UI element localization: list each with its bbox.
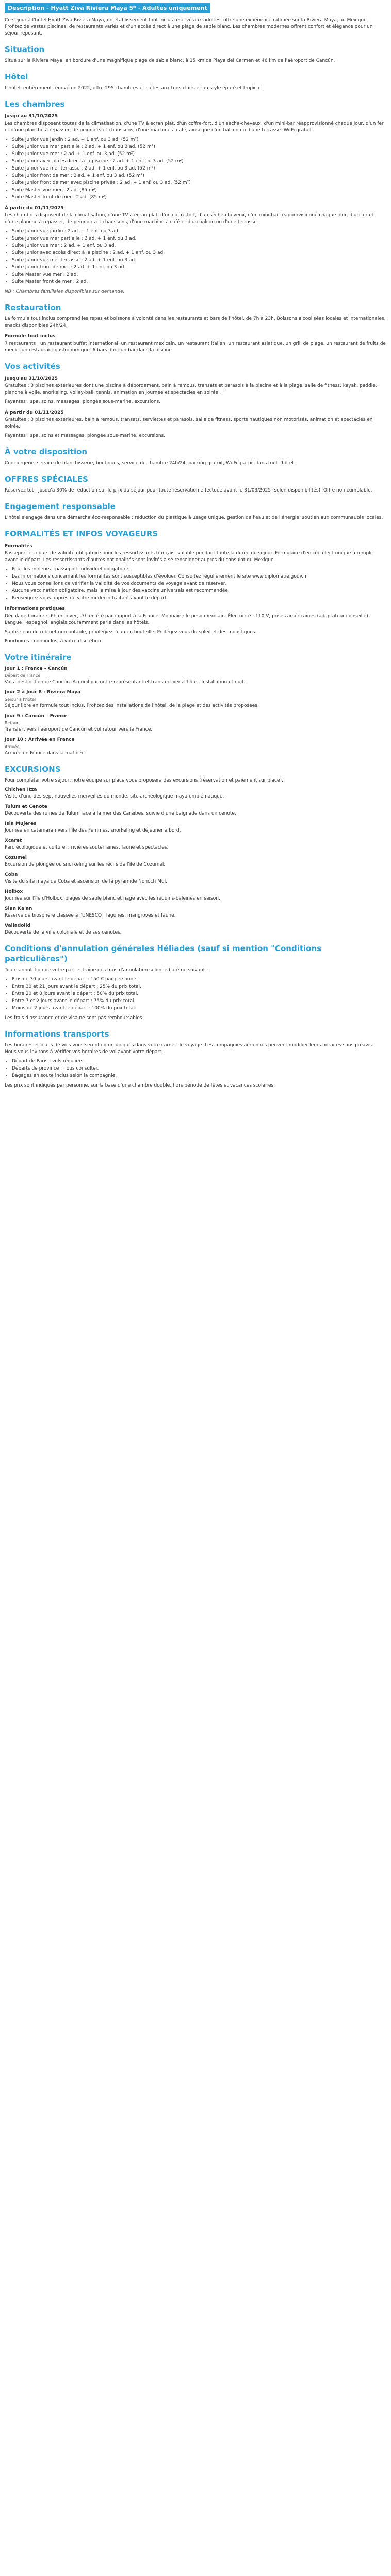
day-title: Jour 10 : Arrivée en France	[5, 737, 75, 742]
formalities-text: Passeport en cours de validité obligatoire pour les ressortissants français, valable pendant toute la durée du séjour. Formulaire d'entrée électronique à remplir avant le départ. Les ressortissants d'autres nationalités sont invités à se renseigner auprès du consulat du Mexique.	[5, 551, 373, 563]
practical-info-text-2: Santé : eau du robinet non potable, privilégiez l'eau en bouteille. Protégez-vous du soleil et des moustiques.	[5, 630, 257, 635]
excursion-item	[5, 804, 386, 817]
room-item: • Suite Junior front de mer : 2 ad. + 1 enf. ou 3 ad.	[12, 264, 386, 271]
excursion-item	[5, 838, 386, 851]
formalities-subheading: Formalités	[5, 544, 32, 549]
conditions-list	[5, 976, 386, 1012]
excursion-item	[5, 906, 386, 919]
engagement-text: L'hôtel s'engage dans une démarche éco-responsable : réduction du plastique à usage unique, gestion de l'eau et de l'énergie, soutien aux communautés locales.	[5, 515, 383, 520]
room-item: • Suite Junior vue mer terrasse : 2 ad. + 1 enf. ou 3 ad. (52 m²)	[12, 165, 386, 172]
offers-text: Réservez tôt : jusqu'à 30% de réduction sur le prix du séjour pour toute réservation effectuée avant le 31/03/2025 (selon disponibilités). Offre non cumulable.	[5, 488, 372, 493]
conditions-text-2: Les frais d'assurance et de visa ne sont pas remboursables.	[5, 1015, 144, 1021]
excursions-heading: EXCURSIONS	[5, 765, 61, 774]
practical-info-text-3: Pourboires : non inclus, à votre discrétion.	[5, 639, 103, 644]
excursion-text: Découverte de la ville coloniale et de ses cenotes.	[5, 930, 122, 935]
room-item: • Suite Master front de mer : 2 ad. (85 m²)	[12, 194, 386, 201]
page-title-banner: Description - Hyatt Ziva Riviera Maya 5* - Adultes uniquement	[5, 3, 210, 13]
itinerary-day	[5, 689, 386, 709]
rooms-list	[5, 137, 386, 201]
excursion-title: Coba	[5, 872, 18, 877]
room-item: • Suite Junior vue mer : 2 ad. + 1 enf. ou 3 ad.	[12, 243, 386, 249]
day-title: Jour 9 : Cancún – France	[5, 714, 68, 719]
formality-item: • Nous vous conseillons de vérifier la validité de vos documents de voyage avant de réserver.	[12, 581, 386, 587]
excursion-title: Sian Ka'an	[5, 906, 32, 911]
day-text: Séjour libre en formule tout inclus. Profitez des installations de l'hôtel, de la plage et des activités proposées.	[5, 703, 259, 708]
itinerary-heading: Votre itinéraire	[5, 653, 72, 662]
excursion-item	[5, 855, 386, 868]
day-text: Arrivée en France dans la matinée.	[5, 751, 86, 756]
transport-info-item: • Départ de Paris : vols réguliers.	[12, 1058, 386, 1065]
room-item: • Suite Junior vue mer terrasse : 2 ad. + 1 enf. ou 3 ad.	[12, 257, 386, 264]
rooms-subheading-2: À partir du 01/11/2025	[5, 206, 64, 211]
excursion-item	[5, 787, 386, 800]
transport-info-item: • Bagages en soute inclus selon la compagnie.	[12, 1073, 386, 1079]
excursion-text: Visite d'une des sept nouvelles merveilles du monde, site archéologique maya emblématique.	[5, 794, 224, 799]
itinerary-day	[5, 713, 386, 733]
excursion-title: Xcaret	[5, 838, 22, 843]
transport-info-item: • Départs de province : nous consulter.	[12, 1065, 386, 1072]
day-text: Transfert vers l'aéroport de Cancún et vol retour vers la France.	[5, 727, 153, 732]
excursion-text: Parc écologique et culturel : rivières souterraines, faune et spectacles.	[5, 845, 169, 850]
excursion-title: Holbox	[5, 889, 23, 894]
excursion-text: Visite du site maya de Coba et ascension de la pyramide Nohoch Mul.	[5, 879, 167, 884]
meals-text-2: 7 restaurants : un restaurant buffet international, un restaurant mexicain, un restaurant italien, un restaurant asiatique, un grill de plage, un restaurant de fruits de mer et un restaurant gastronomique. 6 bars dont un bar dans la piscine.	[5, 341, 386, 353]
rooms-intro: Les chambres disposent toutes de la climatisation, d'une TV à écran plat, d'un coffre-fort, d'un sèche-cheveux, d'un mini-bar réapprovisionné chaque jour, d'un fer et d'une planche à repasser, de peignoirs et chaussons, d'une machine à café, ainsi que d'un balcon ou d'une terrasse. Wi-Fi gratuit.	[5, 121, 384, 133]
excursion-item	[5, 923, 386, 936]
excursion-text: Journée en catamaran vers l'île des Femmes, snorkeling et déjeuner à bord.	[5, 828, 181, 833]
page-bottom-space	[5, 1092, 386, 1112]
room-item: • Suite Master vue mer : 2 ad.	[12, 272, 386, 278]
day-meta: Départ de France	[5, 673, 41, 678]
activities-subheading: Jusqu'au 31/10/2025	[5, 376, 58, 381]
excursion-text: Excursion de plongée ou snorkeling sur les récifs de l'île de Cozumel.	[5, 862, 166, 867]
rooms-subheading: Jusqu'au 31/10/2025	[5, 114, 58, 119]
engagement-heading: Engagement responsable	[5, 502, 116, 511]
rooms-list-2	[5, 228, 386, 285]
day-title: Jour 1 : France – Cancún	[5, 666, 68, 671]
day-meta: Retour	[5, 721, 19, 725]
excursion-title: Isla Mujeres	[5, 821, 37, 826]
excursion-title: Chichen Itza	[5, 787, 37, 792]
meals-text: La formule tout inclus comprend les repas et boissons à volonté dans les restaurants et bars de l'hôtel, de 7h à 23h. Boissons alcoolisées locales et internationales, snacks disponibles 24h/24.	[5, 316, 386, 328]
services-text: Conciergerie, service de blanchisserie, boutiques, service de chambre 24h/24, parking gratuit, Wi-Fi gratuit dans tout l'hôtel.	[5, 461, 295, 466]
room-item: • Suite Master vue mer : 2 ad. (85 m²)	[12, 187, 386, 194]
room-item: • Suite Junior front de mer : 2 ad. + 1 enf. ou 3 ad. (52 m²)	[12, 173, 386, 179]
itinerary-day	[5, 666, 386, 686]
situation-heading: Situation	[5, 45, 45, 54]
room-item: • Suite Junior vue mer partielle : 2 ad. + 1 enf. ou 3 ad.	[12, 235, 386, 242]
excursions-intro: Pour compléter votre séjour, notre équipe sur place vous proposera des excursions (réservation et paiement sur place).	[5, 778, 283, 783]
day-meta: Séjour à l'hôtel	[5, 697, 36, 702]
day-meta: Arrivée	[5, 744, 20, 749]
transport-info-heading: Informations transports	[5, 1029, 109, 1039]
condition-item: • Entre 20 et 8 jours avant le départ : 50% du prix total.	[12, 991, 386, 997]
excursion-text: Journée sur l'île d'Holbox, plages de sable blanc et nage avec les requins-baleines en saison.	[5, 896, 220, 901]
room-item: • Suite Master front de mer : 2 ad.	[12, 279, 386, 285]
offers-heading: OFFRES SPÉCIALES	[5, 474, 88, 484]
day-text: Vol à destination de Cancún. Accueil par notre représentant et transfert vers l'hôtel. Installation et nuit.	[5, 680, 246, 685]
practical-info-text: Décalage horaire : -6h en hiver, -7h en été par rapport à la France. Monnaie : le peso mexicain. Électricité : 110 V, prises américaines (adaptateur conseillé). Langue : espagnol, anglais couramment parlé dans les hôtels.	[5, 614, 370, 625]
excursion-item	[5, 872, 386, 885]
activities-text: Gratuites : 3 piscines extérieures dont une piscine à débordement, bain à remous, transats et parasols à la piscine et à la plage, salle de fitness, kayak, paddle, planche à voile, snorkeling, volley-ball, tennis, animation en journée et spectacles en soirée.	[5, 383, 377, 395]
formality-item: • Pour les mineurs : passeport individuel obligatoire.	[12, 566, 386, 573]
room-item: • Suite Junior vue jardin : 2 ad. + 1 enf. ou 3 ad. (52 m²)	[12, 137, 386, 143]
transport-info-text-2: Les prix sont indiqués par personne, sur la base d'une chambre double, hors période de fêtes et vacances scolaires.	[5, 1083, 275, 1088]
activities-subheading-2: À partir du 01/11/2025	[5, 410, 64, 415]
services-heading: À votre disposition	[5, 447, 88, 456]
day-title: Jour 2 à Jour 8 : Riviera Maya	[5, 690, 81, 695]
condition-item: • Entre 7 et 2 jours avant le départ : 75% du prix total.	[12, 998, 386, 1005]
room-item: • Suite Junior front de mer avec piscine privée : 2 ad. + 1 enf. ou 3 ad. (52 m²)	[12, 180, 386, 187]
room-item: • Suite Junior avec accès direct à la piscine : 2 ad. + 1 enf. ou 3 ad.	[12, 250, 386, 257]
room-item: • Suite Junior vue jardin : 2 ad. + 1 enf. ou 3 ad.	[12, 228, 386, 235]
excursion-title: Tulum et Cenote	[5, 804, 47, 809]
condition-item: • Moins de 2 jours avant le départ : 100% du prix total.	[12, 1005, 386, 1012]
room-item: • Suite Junior vue mer partielle : 2 ad. + 1 enf. ou 3 ad. (52 m²)	[12, 144, 386, 150]
page	[0, 0, 391, 1112]
hotel-heading: Hôtel	[5, 72, 28, 81]
formalities-heading: FORMALITÉS ET INFOS VOYAGEURS	[5, 529, 158, 538]
condition-item: • Plus de 30 jours avant le départ : 150 € par personne.	[12, 976, 386, 983]
rooms-note: NB : Chambres familiales disponibles sur demande.	[5, 289, 125, 294]
hotel-text: L'hôtel, entièrement rénové en 2022, offre 295 chambres et suites aux tons clairs et au style épuré et tropical.	[5, 86, 263, 91]
formality-item: • Renseignez-vous auprès de votre médecin traitant avant le départ.	[12, 595, 386, 602]
room-item: • Suite Junior vue mer : 2 ad. + 1 enf. ou 3 ad. (52 m²)	[12, 151, 386, 158]
formality-item: • Les informations concernant les formalités sont susceptibles d'évoluer. Consultez régulièrement le site www.diplomatie.gouv.fr.	[12, 573, 386, 580]
formality-item: • Aucune vaccination obligatoire, mais la mise à jour des vaccins universels est recommandée.	[12, 588, 386, 595]
situation-text: Situé sur la Riviera Maya, en bordure d'une magnifique plage de sable blanc, à 15 km de Playa del Carmen et 46 km de l'aéroport de Cancún.	[5, 58, 335, 63]
conditions-text: Toute annulation de votre part entraîne des frais d'annulation selon le barème suivant :	[5, 968, 208, 973]
formalities-list	[5, 566, 386, 602]
activities-text-4: Payantes : spa, soins et massages, plongée sous-marine, excursions.	[5, 433, 166, 438]
rooms-heading: Les chambres	[5, 99, 65, 109]
meals-heading: Restauration	[5, 303, 61, 312]
practical-info-subheading: Informations pratiques	[5, 606, 65, 612]
excursion-text: Découverte des ruines de Tulum face à la mer des Caraïbes, suivie d'une baignade dans un cenote.	[5, 811, 236, 816]
excursion-title: Valladolid	[5, 923, 31, 928]
rooms-intro-2: Les chambres disposent de la climatisation, d'une TV à écran plat, d'un coffre-fort, d'un sèche-cheveux, d'un mini-bar réapprovisionné chaque jour, d'un fer et d'une planche à repasser, de peignoirs et chaussons, d'une machine à café et d'un balcon ou d'une terrasse.	[5, 213, 374, 225]
excursion-item	[5, 889, 386, 902]
transport-info-list	[5, 1058, 386, 1079]
intro-text: Ce séjour à l'hôtel Hyatt Ziva Riviera Maya, un établissement tout inclus réservé aux adultes, offre une expérience raffinée sur la Riviera Maya, au Mexique. Profitez de vastes piscines, de restaurants variés et d'un accès direct à une plage de sable blanc. Les chambres modernes offrent confort et élégance pour un séjour reposant.	[5, 18, 373, 36]
transport-info-text: Les horaires et plans de vols vous seront communiqués dans votre carnet de voyage. Les compagnies aériennes peuvent modifier leurs horaires sans préavis. Nous vous invitons à vérifier vos horaires de vol avant votre départ.	[5, 1043, 373, 1055]
itinerary-day	[5, 737, 386, 757]
excursion-item	[5, 821, 386, 834]
activities-text-3: Gratuites : 3 piscines extérieures, bain à remous, transats, serviettes et parasols, salle de fitness, sports nautiques non motorisés, animation et spectacles en soirée.	[5, 417, 373, 429]
activities-text-2: Payantes : spa, soins, massages, plongée sous-marine, excursions.	[5, 399, 161, 404]
activities-heading: Vos activités	[5, 362, 60, 371]
conditions-heading: Conditions d'annulation générales Héliades (sauf si mention "Conditions particulières")	[5, 944, 322, 963]
room-item: • Suite Junior avec accès direct à la piscine : 2 ad. + 1 enf. ou 3 ad. (52 m²)	[12, 158, 386, 165]
excursion-title: Cozumel	[5, 855, 27, 860]
meals-subheading: Formule tout inclus	[5, 334, 56, 339]
excursion-text: Réserve de biosphère classée à l'UNESCO : lagunes, mangroves et faune.	[5, 913, 176, 918]
condition-item: • Entre 30 et 21 jours avant le départ : 25% du prix total.	[12, 984, 386, 990]
